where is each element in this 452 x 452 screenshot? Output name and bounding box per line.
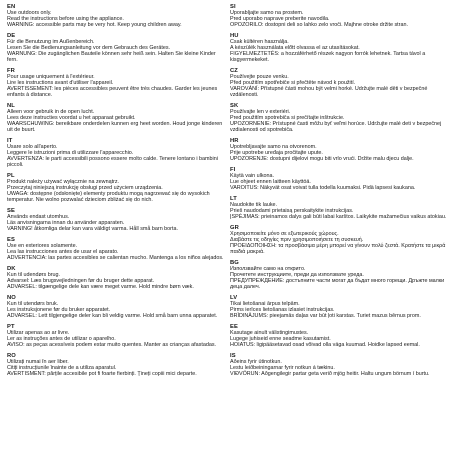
instruction-text: Прочетете инструкциите, преди да използвате уреда. — [230, 272, 364, 279]
language-code: SK — [230, 103, 239, 109]
instruction-text: Les instruksjonene før du bruker apparatet. — [7, 307, 111, 314]
warning-text: ĮSPĖJIMAS: prieinamos dalys gali būti labai karštos. Laikykite mažamečius vaikus atokiau. — [230, 214, 447, 221]
language-code: RO — [7, 353, 16, 359]
instruction-text: Läs anvisningarna innan du använder apparaten. — [7, 220, 125, 227]
language-code: LV — [230, 295, 238, 301]
language-code: IT — [7, 138, 13, 144]
language-block-cz — [230, 68, 447, 98]
language-block-hu — [230, 33, 447, 63]
warning-text: ПРЕДУПРЕЖДЕНИЕ: достъпните части могат да бъдат много горещи. Дръжте малки деца далеч. — [230, 278, 445, 291]
instruction-text: Read the instructions before using the appliance. — [7, 16, 124, 23]
instruction-text: Use outdoors only. — [7, 10, 52, 17]
right-column — [230, 4, 447, 450]
instruction-text: Lea las instrucciones antes de usar el aparato. — [7, 249, 119, 256]
instruction-text: Används endast utomhus. — [7, 214, 70, 221]
language-code: FR — [7, 68, 15, 74]
instruction-text: Upotrebljavajte samo na otvorenom. — [230, 144, 317, 151]
language-code: HU — [230, 33, 239, 39]
instruction-text: Csak kültéren használja. — [230, 39, 289, 46]
warning-text: AVERTISSEMENT: les pièces accessibles peuvent être très chaudes. Garder les jeunes enfants à distance. — [7, 86, 218, 99]
instruction-text: Před použitím spotřebiče si přečtěte návod k použití. — [230, 80, 356, 87]
language-block-es — [7, 237, 224, 261]
instruction-text: Lestu leiðbeiningarnar fyrir notkun á tækinu. — [230, 365, 335, 372]
language-code: ES — [7, 237, 15, 243]
instruction-text: Διαβάστε τις οδηγίες πριν χρησιμοποιήσετε τη συσκευή. — [230, 237, 364, 244]
instruction-text: Lees deze instructies voordat u het apparaat gebruikt. — [7, 115, 136, 122]
left-column — [7, 4, 224, 450]
instruction-text: Lugege juhiseid enne seadme kasutamist. — [230, 336, 331, 343]
instruction-text: Používejte pouze venku. — [230, 74, 289, 81]
language-block-ro — [7, 353, 224, 377]
instruction-text: Naudokite tik lauke. — [230, 202, 278, 209]
language-code: LT — [230, 196, 237, 202]
warning-text: AVERTISMENT: părțile accesibile pot fi foarte fierbinți. Țineți copiii mici departe. — [7, 371, 197, 378]
warning-text: UWAGA: dostępne (odsłonięte) elementy produktu mogą nagrzewać się do wysokich temperatur. Nie wolno pozwalać dzieciom zbliżać się do nich. — [7, 191, 210, 204]
instruction-text: Citiți instrucțiunile înainte de a utiliza aparatul. — [7, 365, 117, 372]
instruction-text: Aðeins fyrir útinotkun. — [230, 359, 282, 366]
language-block-gr — [230, 225, 447, 255]
warning-text: AVVERTENZA: le parti accessibili possono essere molto calde. Tenere lontano i bambini piccoli. — [7, 156, 218, 169]
warning-text: UPOZORENJE: dostupni dijelovi mogu biti vrlo vrući. Držite malu djecu dalje. — [230, 156, 414, 163]
instruction-text: Използвайте само на открито. — [230, 266, 306, 273]
instruction-text: Kasutage ainult välistingimustes. — [230, 330, 309, 337]
warning-text: UPOZORNENIE: Prístupné časti môžu byť veľmi horúce. Udržujte malé deti v bezpečnej vzdialenosti od spotrebiča. — [230, 121, 442, 134]
language-block-de — [7, 33, 224, 63]
instruction-text: Usare solo all'aperto. — [7, 144, 58, 151]
language-block-hr — [230, 138, 447, 162]
language-code: EN — [7, 4, 16, 10]
warning-text: ADVERTENCIA: las partes accesibles se calientan mucho. Mantenga a los niños alejados. — [7, 255, 224, 262]
instruction-text: Pirms ierīces lietošanas izlasiet instrukcijas. — [230, 307, 335, 314]
language-block-lt — [230, 196, 447, 220]
warning-text: HOIATUS: ligipääsetavad osad võivad olla väga kuumad. Hoidke lapsed eemal. — [230, 342, 420, 349]
warning-text: ADVARSEL: Lett tilgjengelige deler kan bli veldig varme. Hold små barn unna apparatet. — [7, 313, 218, 320]
instruction-text: Advarsel: Læs brugsvejledningen før du bruger dette apparat. — [7, 278, 155, 285]
language-code: DK — [7, 266, 16, 272]
language-block-lv — [230, 295, 447, 319]
instruction-text: Utilizați numai în aer liber. — [7, 359, 69, 366]
warning-text: BRĪDINĀJUMS: pieejamās daļas var būt ļoti karstas. Turiet mazus bērnus prom. — [230, 313, 421, 320]
instruction-text: Pred uporabo naprave preberite navodila. — [230, 16, 330, 23]
language-code: SE — [7, 208, 15, 214]
instruction-text: Leggere le istruzioni prima di utilizzare l'apparecchio. — [7, 150, 134, 157]
language-block-fi — [230, 167, 447, 191]
warning-text: VARNING! åtkomliga delar kan vara väldigt varma. Håll små barn borta. — [7, 226, 178, 233]
instruction-text: Lue ohjeet ennen laitteen käyttöä. — [230, 179, 311, 186]
language-block-si — [230, 4, 447, 28]
warning-text: VAROVÁNÍ: Přístupné části mohou být velmi horké. Udržujte malé děti v bezpečné vzdálenosti. — [230, 86, 428, 99]
warning-text: VAROITUS: Näkyvät osat voivat tulla todella kuumaksi. Pidä lapsesi kaukana. — [230, 185, 416, 192]
warning-text: FIGYELMEZTETÉS: a hozzáférhető részek nagyon forrók lehetnek. Tartsa távol a kisgyermekeket. — [230, 51, 426, 64]
language-code: IS — [230, 353, 236, 359]
language-block-dk — [7, 266, 224, 290]
language-code: BG — [230, 260, 239, 266]
language-code: NL — [7, 103, 15, 109]
language-block-sk — [230, 103, 447, 133]
language-block-is — [230, 353, 447, 377]
language-block-pt — [7, 324, 224, 348]
instruction-text: Für die Benutzung im Außenbereich. — [7, 39, 95, 46]
language-block-it — [7, 138, 224, 168]
instruction-text: Prieš naudodami prietaisą perskaitykite instrukcijas. — [230, 208, 354, 215]
language-code: DE — [7, 33, 16, 39]
instruction-text: Use en exteriores solamente. — [7, 243, 78, 250]
language-block-fr — [7, 68, 224, 98]
instruction-text: Pour usage uniquement à l'extérieur. — [7, 74, 95, 81]
language-code: PL — [7, 173, 15, 179]
instruction-text: Kun til udendørs brug. — [7, 272, 61, 279]
instruction-text: Prije upotrebe uređaja pročitajte upute. — [230, 150, 323, 157]
language-block-en — [7, 4, 224, 28]
language-code: FI — [230, 167, 236, 173]
instruction-text: Uporabljajte samo na prostem. — [230, 10, 304, 17]
instruction-text: Alleen voor gebruik in de open lucht. — [7, 109, 95, 116]
warning-text: AVISO: as peças acessíveis podem estar muito quentes. Manter as crianças afastadas. — [7, 342, 217, 349]
warning-text: ΠΡΟΕΙΔΟΠΟΙΗΣΗ: τα προσβάσιμα μέρη μπορεί να γίνουν πολύ ζεστά. Κρατήστε τα μικρά παιδιά μακριά. — [230, 243, 446, 256]
language-block-nl — [7, 103, 224, 133]
instruction-text: Utilizar apenas ao ar livre. — [7, 330, 70, 337]
warning-text: OPOZORILO: dostopni deli so lahko zelo vroči. Majhne otroke držite stran. — [230, 22, 408, 29]
instruction-text: Lesen Sie die Bedienungsanleitung vor dem Gebrauch des Gerätes. — [7, 45, 171, 52]
language-block-ee — [230, 324, 447, 348]
warning-text: WARNING: accessible parts may be very hot. Keep young children away. — [7, 22, 182, 29]
language-code: HR — [230, 138, 239, 144]
instruction-text: Lire les instructions avant d'utiliser l'appareil. — [7, 80, 114, 87]
language-code: SI — [230, 4, 236, 10]
warning-text: WAARSCHUWING: bereikbare onderdelen kunnen erg heet worden. Houd jonge kinderen uit de buurt. — [7, 121, 223, 134]
instruction-text: Käytä vain ulkona. — [230, 173, 275, 180]
language-code: CZ — [230, 68, 238, 74]
instruction-text: Tikai lietošanai ārpus telpām. — [230, 301, 300, 308]
instruction-text: A készülék használata előtt olvassa el az utasításokat. — [230, 45, 360, 52]
warning-text: ADVARSEL: tilgængelige dele kan være meget varme. Hold mindre børn væk. — [7, 284, 194, 291]
language-code: GR — [230, 225, 239, 231]
language-block-bg — [230, 260, 447, 290]
warning-text: VIÐVÖRUN: Aðgengilegir partar geta verið mjög heitir. Haltu ungum börnum í burtu. — [230, 371, 430, 378]
language-block-no — [7, 295, 224, 319]
warning-text: WARNUNG: Die zugänglichen Bauteile können sehr heiß sein. Halten Sie kleine Kinder fern. — [7, 51, 216, 64]
instruction-text: Przeczytaj niniejszą instrukcję obsługi przed użyciem urządzenia. — [7, 185, 163, 192]
language-block-se — [7, 208, 224, 232]
instruction-text: Pred použitím spotrebiča si prečítajte inštrukcie. — [230, 115, 345, 122]
language-block-pl — [7, 173, 224, 203]
instruction-text: Χρησιμοποιείτε μόνο σε εξωτερικούς χώρους. — [230, 231, 339, 238]
language-code: PT — [7, 324, 15, 330]
instruction-text: Produkt należy używać wyłącznie na zewnątrz. — [7, 179, 120, 186]
instruction-text: Kun til utendørs bruk. — [7, 301, 59, 308]
instruction-text: Ler as instruções antes de utilizar o aparelho. — [7, 336, 116, 343]
instruction-text: Používajte len v exteriéri. — [230, 109, 291, 116]
language-code: EE — [230, 324, 238, 330]
language-code: NO — [7, 295, 16, 301]
